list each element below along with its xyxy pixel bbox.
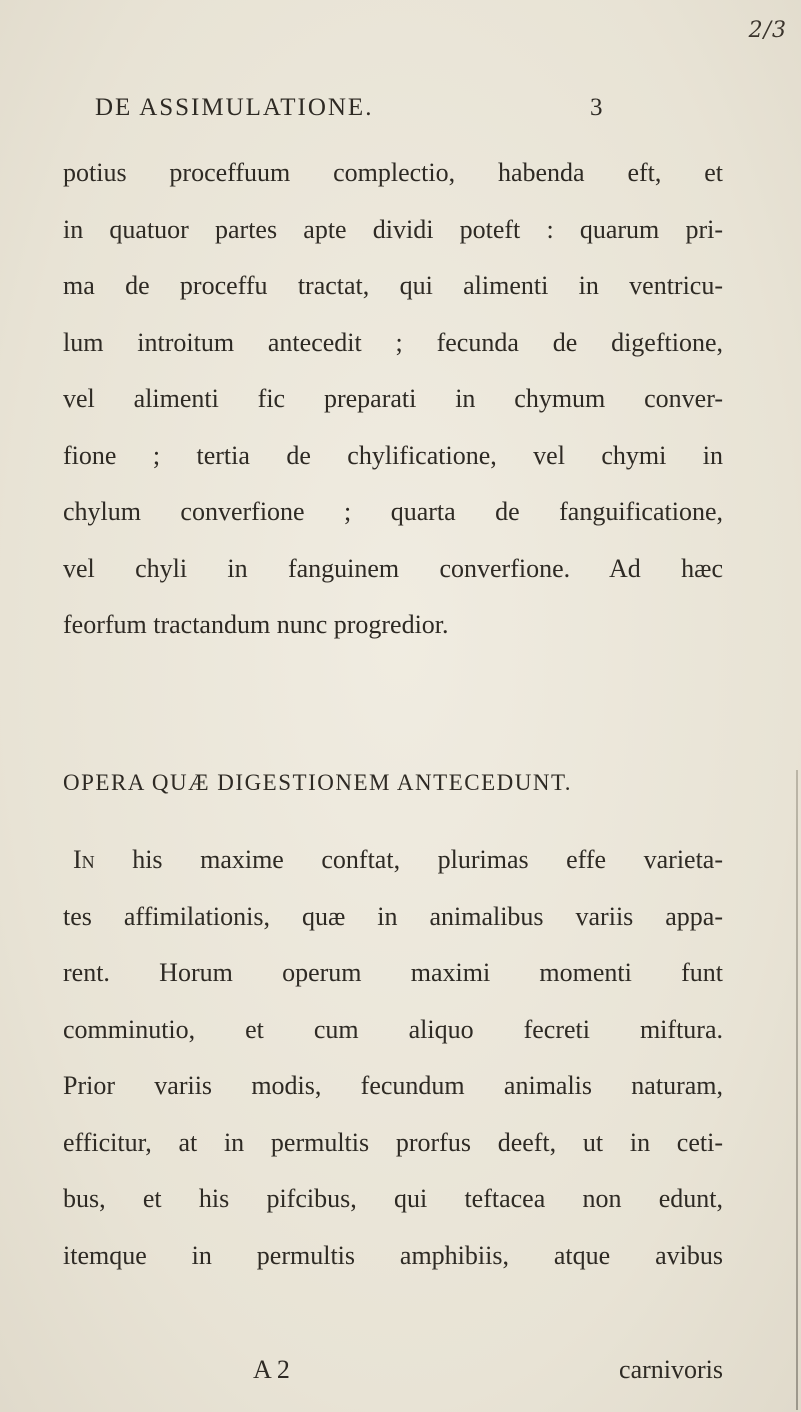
page-number: 3 — [590, 94, 603, 121]
text-line: comminutio, et cum aliquo fecreti miftura. — [63, 1014, 723, 1044]
text-line: feorfum tractandum nunc progredior. — [63, 610, 449, 639]
text-line: efficitur, at in permultis prorfus deeft, ut in ceti- — [63, 1127, 723, 1157]
text-line: itemque in permultis amphibiis, atque avibus — [63, 1240, 723, 1270]
text-line: bus, et his pifcibus, qui teftacea non edunt, — [63, 1184, 723, 1213]
handwritten-page-mark: 2/3 — [748, 18, 787, 43]
text-line: potius proceffuum complectio, habenda eft, et — [63, 158, 723, 187]
text-line: lum introitum antecedit ; fecunda de digeftione, — [63, 327, 723, 357]
text-line: rent. Horum operum maximi momenti funt — [63, 958, 723, 987]
running-head — [95, 94, 603, 128]
page-footer — [63, 1355, 723, 1395]
paragraph-1 — [63, 145, 723, 654]
text-line: vel chyli in fanguinem converfione. Ad hæc — [63, 553, 723, 583]
text-line: chylum converfione ; quarta de fanguificatione, — [63, 497, 723, 526]
section-heading: OPERA QUÆ DIGESTIONEM ANTECEDUNT. — [63, 770, 573, 795]
text-line: vel alimenti fic preparati in chymum conver- — [63, 384, 723, 413]
text-line: ma de proceffu tractat, qui alimenti in ventricu- — [63, 271, 723, 300]
initial-word: In — [73, 845, 95, 874]
catchword: carnivoris — [619, 1355, 723, 1384]
paragraph-2 — [63, 832, 723, 1284]
text-line: in quatuor partes apte dividi poteft : quarum pri- — [63, 214, 723, 244]
text-line: Prior variis modis, fecundum animalis naturam, — [63, 1071, 723, 1100]
text-line: tes affimilationis, quæ in animalibus variis appa- — [63, 901, 723, 931]
page-edge-shadow — [796, 770, 798, 1410]
running-title: DE ASSIMULATIONE. — [95, 94, 374, 121]
text-line-rest: his maxime conftat, plurimas effe varieta- — [94, 845, 723, 874]
signature-mark: A 2 — [253, 1355, 290, 1384]
text-line: fione ; tertia de chylificatione, vel chymi in — [63, 440, 723, 470]
text-line-first — [63, 832, 723, 889]
